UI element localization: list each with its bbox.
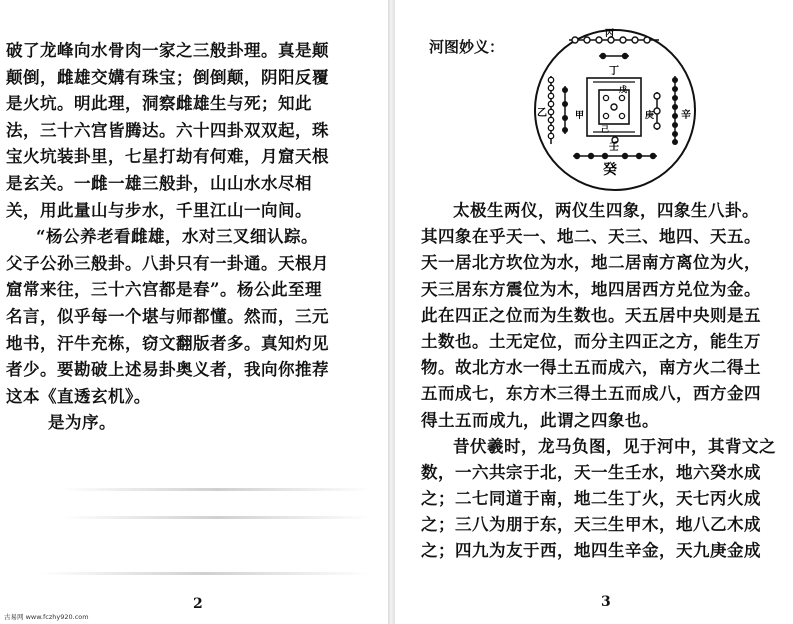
book-spine xyxy=(388,0,395,624)
text-line: 宝火坑装卦里，七星打劫有何难，月窟天根 xyxy=(6,147,329,167)
label-east: 乙 xyxy=(537,108,547,119)
label-center-top: 戊 xyxy=(619,84,627,94)
text-line: 太极生两仪，两仪生四象，四象生八卦。 xyxy=(453,201,759,220)
text-line: 颠倒，雌雄交媾有珠宝；倒倒颠，阴阳反覆 xyxy=(6,67,329,87)
text-line: 地书，汗牛充栋，窃文翻版者多。真知灼见 xyxy=(6,333,329,353)
text-line: 数，一六共宗于北，天一生壬水，地六癸水成 xyxy=(421,462,761,482)
text-line: 者少。要勘破上述易卦奥义者，我向你推荐 xyxy=(6,360,329,380)
label-inner-south: 壬 xyxy=(609,142,619,153)
text-line: 是火坑。明此理，洞察雌雄生与死；知此 xyxy=(6,94,312,114)
text-line: 法，三十六宫皆腾达。六十四卦双双起，珠 xyxy=(6,120,329,140)
text-line: 是为序。 xyxy=(48,413,116,433)
site-watermark: 古易网 www.fczhy920.com xyxy=(4,613,89,621)
text-line: 窟常来往，三十六宫都是春”。杨公此至理 xyxy=(6,280,322,300)
left-page-text xyxy=(6,38,382,437)
hetu-diagram xyxy=(529,26,701,194)
figure-caption: 河图妙义： xyxy=(429,38,505,56)
west-dots xyxy=(548,76,568,144)
text-line: 破了龙峰向水骨肉一家之三般卦理。真是颠 xyxy=(6,41,329,60)
text-line: 父子公孙三般卦。八卦只有一卦通。天根月 xyxy=(6,253,329,273)
text-line: 之；二七同道于南，地二生丁火，天七丙火成 xyxy=(421,489,761,509)
label-inner-west: 庚 xyxy=(645,111,655,121)
text-line: 得土五而成九，此谓之四象也。 xyxy=(421,410,659,430)
left-page xyxy=(0,0,388,624)
label-west: 辛 xyxy=(681,110,691,121)
text-line: 是玄关。一雌一雄三般卦，山山水水尽相 xyxy=(6,173,312,193)
page-number: 2 xyxy=(193,596,203,612)
text-line: 名言，似乎每一个堪与师都懂。然而，三元 xyxy=(6,306,329,326)
label-north: 癸 xyxy=(603,162,617,178)
right-page-text xyxy=(421,198,793,565)
text-line: 之；三八为朋于东，天三生甲木，地八乙木成 xyxy=(421,515,761,535)
label-center-bottom: 己 xyxy=(601,124,609,134)
south-dots xyxy=(569,37,659,59)
east-dots xyxy=(654,76,678,145)
text-line: 土数也。土无定位，而分主四正之方，能生万 xyxy=(421,331,761,351)
text-line: 物。故北方水一得土五而成六，南方火二得土 xyxy=(421,358,761,378)
text-line: 天三居东方震位为木，地四居西方兑位为金。 xyxy=(421,279,761,299)
text-line: 关，用此量山与步水，千里江山一向间。 xyxy=(6,200,312,220)
text-line: 天一居北方坎位为水，地二居南方离位为火， xyxy=(421,253,761,273)
text-line: “杨公养老看雌雄，水对三叉细认踪。 xyxy=(36,227,318,247)
scan-smudge xyxy=(40,572,370,575)
label-inner-east: 甲 xyxy=(575,111,585,121)
label-outer-top: 丙 xyxy=(605,29,615,39)
text-line: 五而成七，东方木三得土五而成八，西方金四 xyxy=(421,384,761,404)
text-line: 之；四九为友于西，地四生辛金，天九庚金成 xyxy=(421,541,761,561)
scan-smudge xyxy=(62,488,372,491)
text-line: 其四象在乎天一、地二、天三、地四、天五。 xyxy=(421,227,761,247)
text-line: 昔伏羲时，龙马负图，见于河中，其背文之 xyxy=(453,436,776,456)
text-line: 此在四正之位而为生数也。天五居中央则是五 xyxy=(421,305,761,325)
scan-smudge xyxy=(62,516,372,519)
right-page xyxy=(395,0,793,624)
page-number: 3 xyxy=(601,594,611,610)
label-south: 丁 xyxy=(609,66,619,77)
text-line: 这本《直透玄机》。 xyxy=(6,386,151,406)
